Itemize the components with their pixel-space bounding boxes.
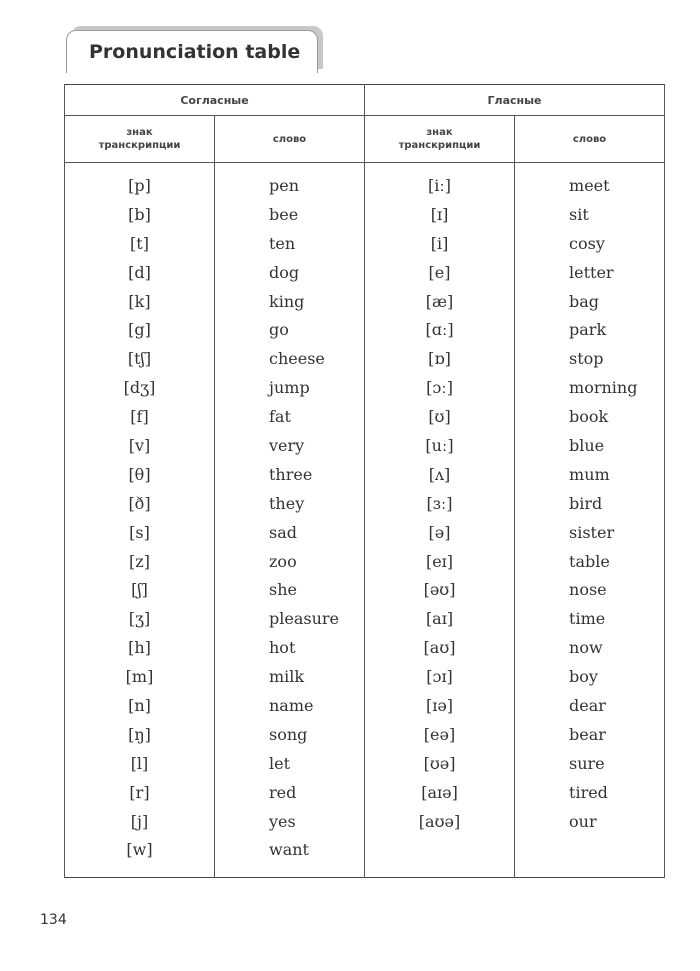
vowel-symbol: [ə] (428, 522, 451, 542)
table-body-row (65, 163, 665, 878)
vowel-symbol: [aʊ] (423, 638, 456, 658)
vowel-symbol: [ɔː] (426, 378, 453, 398)
consonant-word: three (269, 464, 313, 484)
consonant-symbol: [ŋ] (128, 724, 151, 744)
consonant-symbol: [b] (128, 204, 151, 224)
consonant-word: red (269, 782, 297, 802)
consonant-symbol: [ð] (128, 493, 151, 513)
vowel-word: bird (569, 493, 603, 513)
vowel-symbol: [ʊ] (428, 407, 451, 427)
column-header-row (65, 116, 665, 163)
consonant-word: go (269, 320, 289, 340)
vowel-word: dear (569, 696, 606, 716)
consonant-sign-header (65, 116, 215, 163)
vowel-symbol: [ʌ] (428, 464, 451, 484)
page-title: Pronunciation table (89, 41, 301, 63)
vowel-word: sure (569, 753, 605, 773)
consonant-word: cheese (269, 349, 325, 369)
vowel-word: table (569, 551, 610, 571)
vowel-symbol: [eɪ] (425, 551, 454, 571)
consonant-word: milk (269, 667, 305, 687)
consonant-word: dog (269, 262, 300, 282)
vowel-symbol: [iː] (428, 176, 452, 195)
consonant-symbol: [g] (128, 320, 151, 340)
consonant-symbol: [j] (130, 811, 149, 831)
consonant-symbol: [p] (128, 176, 151, 195)
consonant-symbol: [v] (128, 436, 151, 456)
vowel-symbol-column (365, 163, 515, 878)
consonant-word: song (269, 724, 308, 744)
vowel-word: tired (569, 782, 608, 802)
vowel-symbol: [ɪ] (430, 204, 449, 224)
vowel-word: morning (569, 378, 638, 398)
consonant-symbol: [dʒ] (123, 378, 156, 398)
consonant-word: let (269, 753, 291, 773)
vowel-symbol: [aʊə] (418, 811, 461, 831)
vowel-symbol: [ɪə] (425, 696, 454, 716)
sign-header-line1: знак (126, 127, 153, 138)
consonant-symbol: [n] (128, 696, 151, 716)
vowel-symbol: [æ] (425, 291, 454, 311)
vowel-symbol: [e] (428, 262, 451, 282)
consonant-word: king (269, 291, 305, 311)
vowel-symbol: [aɪ] (425, 609, 454, 629)
consonant-word: fat (269, 407, 291, 427)
title-tab (66, 30, 318, 73)
pronunciation-table (64, 84, 665, 878)
vowel-symbol: [ʊə] (423, 753, 456, 773)
vowel-word: blue (569, 436, 605, 456)
vowel-word: letter (569, 262, 614, 282)
consonant-symbol: [r] (129, 782, 150, 802)
consonant-symbol: [θ] (128, 464, 151, 484)
consonant-symbol: [s] (129, 522, 150, 542)
consonant-symbol: [k] (128, 291, 151, 311)
vowel-word: now (569, 638, 603, 658)
consonant-word: they (269, 493, 305, 513)
consonant-word: yes (269, 811, 296, 831)
vowel-word: bag (569, 291, 600, 311)
consonant-word: hot (269, 638, 296, 658)
consonant-symbol: [tʃ] (127, 349, 152, 369)
consonant-symbol: [f] (130, 407, 149, 427)
page-number: 134 (40, 912, 67, 928)
vowel-symbol: [ɒ] (428, 349, 451, 369)
sign-header-line1: знак (426, 127, 453, 138)
consonant-word: pen (269, 176, 300, 195)
consonant-word: sad (269, 522, 297, 542)
consonant-symbol: [t] (130, 233, 149, 253)
vowel-word: boy (569, 667, 598, 687)
consonant-symbol-column (65, 163, 215, 878)
consonant-word: she (269, 580, 297, 600)
consonant-word: pleasure (269, 609, 339, 629)
vowel-word: park (569, 320, 607, 340)
vowel-symbol: [i] (430, 233, 449, 253)
consonant-word: name (269, 696, 314, 716)
vowel-symbol: [ɑː] (425, 320, 454, 340)
sign-header-line2: транскрипции (98, 140, 181, 151)
consonant-symbol: [d] (128, 262, 151, 282)
sign-header-line2: транскрипции (398, 140, 481, 151)
consonant-word: want (269, 840, 309, 860)
consonant-symbol: [z] (129, 551, 150, 571)
vowel-symbol: [eə] (423, 724, 456, 744)
vowel-word: stop (569, 349, 604, 369)
vowel-symbol: [uː] (425, 436, 454, 456)
consonant-word: bee (269, 204, 299, 224)
vowel-word: cosy (569, 233, 605, 253)
vowel-symbol: [əʊ] (423, 580, 456, 600)
vowel-sign-header (365, 116, 515, 163)
consonants-header: Согласные (65, 85, 365, 116)
consonant-word: very (269, 436, 305, 456)
consonant-symbol: [w] (126, 840, 153, 860)
vowel-symbol: [aɪə] (421, 782, 458, 802)
group-header-row (65, 85, 665, 116)
consonant-word-column (215, 163, 365, 878)
consonant-word: zoo (269, 551, 297, 571)
vowel-word: sit (569, 204, 589, 224)
vowel-word: nose (569, 580, 607, 600)
consonant-word-header: слово (215, 116, 365, 163)
vowel-word: time (569, 609, 606, 629)
consonant-word: jump (269, 378, 310, 398)
vowel-word: our (569, 811, 597, 831)
vowel-symbol: [ɔɪ] (426, 667, 453, 687)
vowel-symbol: [ɜː] (426, 493, 453, 513)
vowel-word: book (569, 407, 609, 427)
vowel-word-column (515, 163, 665, 878)
consonant-symbol: [m] (125, 667, 154, 687)
vowels-header: Гласные (365, 85, 665, 116)
vowel-word: bear (569, 724, 606, 744)
vowel-word: mum (569, 464, 610, 484)
vowel-word: sister (569, 522, 615, 542)
consonant-symbol: [ʒ] (128, 609, 151, 629)
consonant-word: ten (269, 233, 296, 253)
consonant-symbol: [ʃ] (131, 580, 148, 600)
vowel-word-header: слово (515, 116, 665, 163)
vowel-word: meet (569, 176, 610, 195)
consonant-symbol: [l] (130, 753, 149, 773)
consonant-symbol: [h] (128, 638, 151, 658)
